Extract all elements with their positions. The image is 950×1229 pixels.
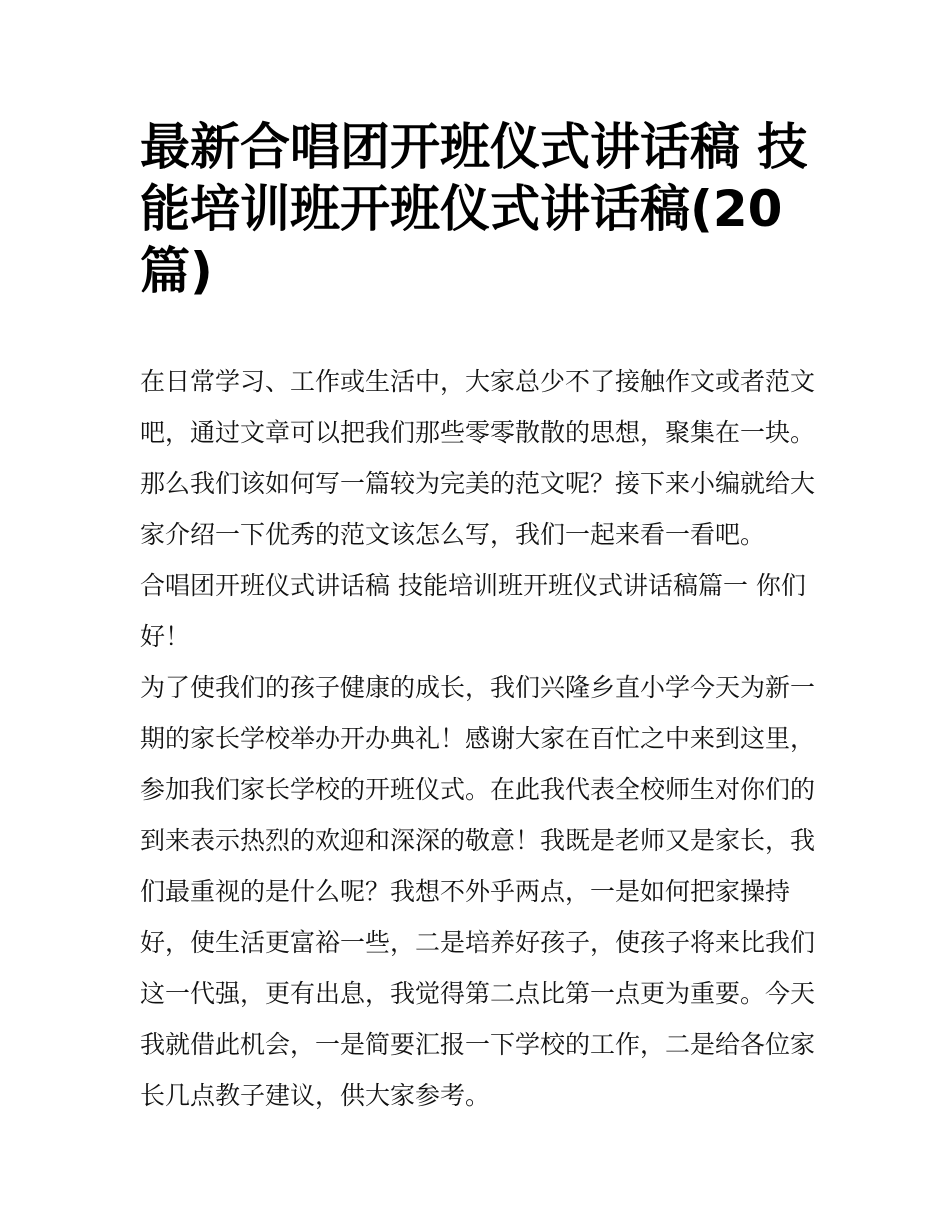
paragraph-line-1: 为了使我们的孩子健康的成长，我们兴隆乡直小学今天为新一 [140, 673, 816, 702]
title-line-2: 能培训班开班仪式讲话稿(20 [140, 180, 783, 238]
paragraph-line-5: 们最重视的是什么呢？我想不外乎两点，一是如何把家操持 [140, 877, 791, 906]
paragraph-line-2: 期的家长学校举办开办典礼！感谢大家在百忙之中来到这里， [140, 724, 816, 753]
document-body [140, 356, 830, 1121]
section-heading [140, 560, 830, 662]
section-heading-line-2: 好！ [140, 622, 191, 651]
document-title [140, 116, 820, 302]
intro-line-4: 家介绍一下优秀的范文该怎么写，我们一起来看一看吧。 [140, 520, 766, 549]
paragraph-line-8: 我就借此机会，一是简要汇报一下学校的工作，二是给各位家 [140, 1030, 816, 1059]
paragraph-line-4: 到来表示热烈的欢迎和深深的敬意！我既是老师又是家长，我 [140, 826, 816, 855]
intro-line-2: 吧，通过文章可以把我们那些零零散散的思想，聚集在一块。 [140, 418, 816, 447]
paragraph-line-7: 这一代强，更有出息，我觉得第二点比第一点更为重要。今天 [140, 979, 816, 1008]
intro-paragraph [140, 356, 830, 560]
section-heading-line-1: 合唱团开班仪式讲话稿 技能培训班开班仪式讲话稿篇一 你们 [140, 571, 806, 600]
intro-line-1: 在日常学习、工作或生活中，大家总少不了接触作文或者范文 [140, 367, 816, 396]
title-line-1: 最新合唱团开班仪式讲话稿 技 [140, 118, 808, 176]
paragraph-line-9: 长几点教子建议，供大家参考。 [140, 1081, 491, 1110]
speech-paragraph [140, 662, 830, 1121]
paragraph-line-3: 参加我们家长学校的开班仪式。在此我代表全校师生对你们的 [140, 775, 816, 804]
title-line-3: 篇) [140, 242, 213, 300]
paragraph-line-6: 好，使生活更富裕一些，二是培养好孩子，使孩子将来比我们 [140, 928, 816, 957]
intro-line-3: 那么我们该如何写一篇较为完美的范文呢？接下来小编就给大 [140, 469, 816, 498]
